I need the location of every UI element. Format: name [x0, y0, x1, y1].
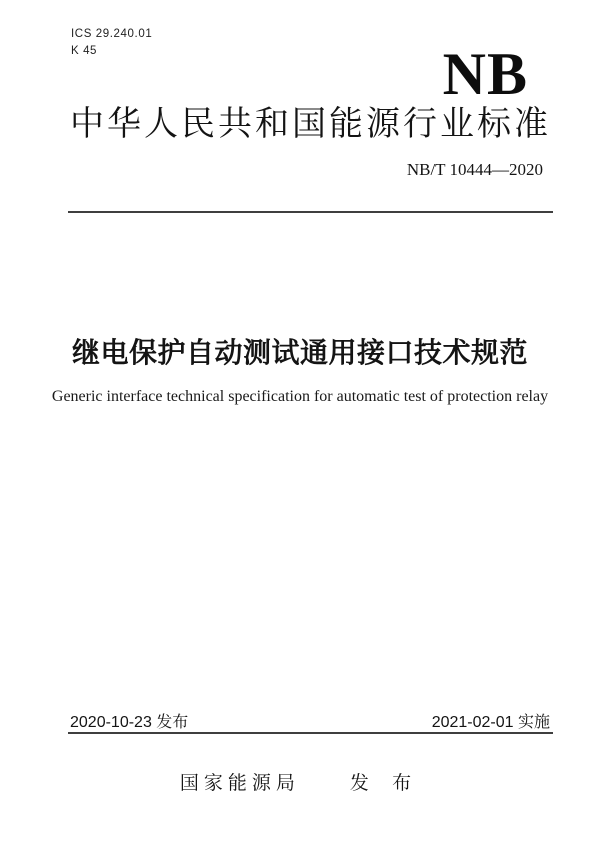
- issuer-name: 国家能源局: [179, 773, 300, 794]
- implementation-date: 2021-02-01 实施: [431, 714, 550, 731]
- footer-divider: [68, 732, 553, 734]
- nb-logo: NB: [442, 41, 528, 107]
- document-title-zh: 继电保护自动测试通用接口技术规范: [71, 337, 528, 368]
- issuer-row: [0, 768, 600, 795]
- dates-row: [70, 709, 550, 732]
- ics-code: ICS 29.240.01: [71, 28, 153, 40]
- issue-date: 2020-10-23 发布: [70, 714, 189, 731]
- document-title-en: Generic interface technical specification for automatic test of protection relay: [51, 388, 549, 405]
- standard-number: NB/T 10444—2020: [406, 160, 543, 179]
- header-divider: [68, 211, 553, 213]
- classification-code: K 45: [71, 45, 98, 57]
- publish-label: 发 布: [349, 773, 421, 794]
- classification-block: [71, 26, 152, 60]
- standard-name: 中 华 人 民 共 和 国 能 源 行 业 标 准: [70, 105, 548, 143]
